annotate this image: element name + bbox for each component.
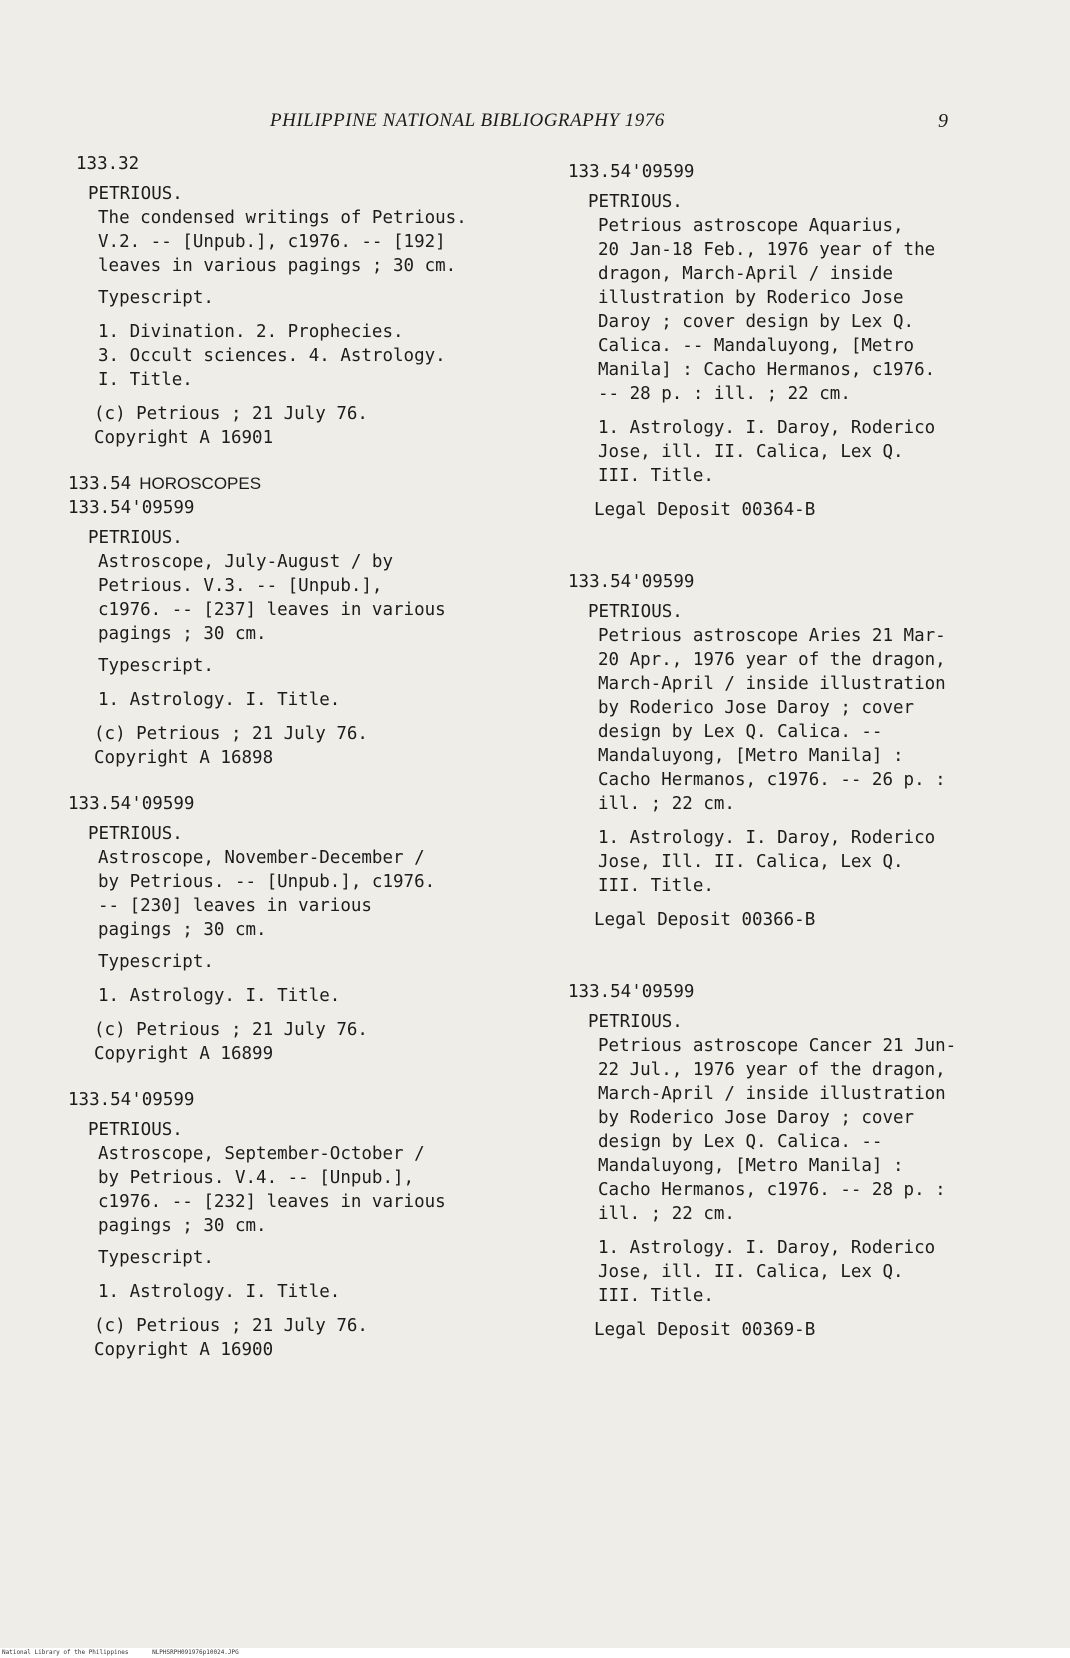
entry-tracing: 1. Divination. 2. Prophecies. 3. Occult sciences. 4. Astrology. I. Title. [98, 322, 446, 390]
class-number: 133.54'09599 [568, 572, 695, 592]
main-entry: PETRIOUS. [588, 1012, 683, 1032]
entry-description: The condensed writings of Petrious. V.2. -- [Unpub.], c1976. -- [192] leaves in various pagings ; 30 cm. [98, 208, 467, 276]
entry-note: Typescript. [98, 952, 214, 972]
legal-deposit: Legal Deposit 00366-B [594, 910, 816, 930]
class-number: 133.54'09599 [568, 162, 695, 182]
footer-filename: NLPHSRPH091976p10024.JPG [152, 1649, 239, 1656]
entry-description: Petrious astroscope Aries 21 Mar- 20 Apr., 1976 year of the dragon, March-April / inside illustration by Roderico Jose Daroy ; cover design by Lex Q. Calica. -- Mandaluyong, [Metro Manila] : Cacho Hermanos, c1976. -- 26 p. : ill. ; 22 cm. [598, 626, 946, 814]
catalog-entry [562, 160, 1002, 522]
copyright-statement: (c) Petrious ; 21 July 76. Copyright A 16900 [94, 1316, 368, 1360]
subject-heading [68, 472, 502, 496]
page-number: 9 [938, 110, 948, 132]
copyright-statement: (c) Petrious ; 21 July 76. Copyright A 16901 [94, 404, 368, 448]
catalog-entry [62, 792, 502, 1066]
entry-description: Astroscope, November-December / by Petrious. -- [Unpub.], c1976. -- [230] leaves in various pagings ; 30 cm. [98, 848, 436, 940]
entry-note: Typescript. [98, 656, 214, 676]
class-number: 133.32 [76, 154, 140, 174]
class-number: 133.54'09599 [68, 1090, 195, 1110]
legal-deposit: Legal Deposit 00369-B [594, 1320, 816, 1340]
main-entry: PETRIOUS. [88, 1120, 183, 1140]
catalog-entry [62, 1088, 502, 1362]
heading-number: 133.54 [68, 474, 132, 494]
legal-deposit: Legal Deposit 00364-B [594, 500, 816, 520]
entry-tracing: 1. Astrology. I. Title. [98, 690, 341, 710]
entry-tracing: 1. Astrology. I. Daroy, Roderico Jose, ill. II. Calica, Lex Q. III. Title. [598, 1238, 936, 1306]
entry-description: Petrious astroscope Cancer 21 Jun- 22 Jul., 1976 year of the dragon, March-April / inside illustration by Roderico Jose Daroy ; cover design by Lex Q. Calica. -- Mandaluyong, [Metro Manila] : Cacho Hermanos, c1976. -- 28 p. : ill. ; 22 cm. [598, 1036, 957, 1224]
main-entry: PETRIOUS. [88, 184, 183, 204]
footer-library: National Library of the Philippines [2, 1649, 129, 1656]
scan-footer [0, 1648, 1070, 1658]
main-entry: PETRIOUS. [88, 528, 183, 548]
running-header: PHILIPPINE NATIONAL BIBLIOGRAPHY 1976 [270, 110, 665, 131]
entry-description: Astroscope, September-October / by Petrious. V.4. -- [Unpub.], c1976. -- [232] leaves in various pagings ; 30 cm. [98, 1144, 446, 1236]
entry-note: Typescript. [98, 288, 214, 308]
catalog-entry [62, 152, 502, 450]
class-number: 133.54'09599 [68, 498, 195, 518]
entry-tracing: 1. Astrology. I. Title. [98, 986, 341, 1006]
catalog-entry [562, 980, 1002, 1342]
entry-note: Typescript. [98, 1248, 214, 1268]
entry-tracing: 1. Astrology. I. Title. [98, 1282, 341, 1302]
entry-description: Astroscope, July-August / by Petrious. V.3. -- [Unpub.], c1976. -- [237] leaves in various pagings ; 30 cm. [98, 552, 446, 644]
entry-tracing: 1. Astrology. I. Daroy, Roderico Jose, ill. II. Calica, Lex Q. III. Title. [598, 418, 936, 486]
heading-subject: HOROSCOPES [139, 474, 262, 493]
catalog-entry [562, 570, 1002, 932]
entry-description: Petrious astroscope Aquarius, 20 Jan-18 Feb., 1976 year of the dragon, March-April / inside illustration by Roderico Jose Daroy ; cover design by Lex Q. Calica. -- Mandaluyong, [Metro Manila] : Cacho Hermanos, c1976. -- 28 p. : ill. ; 22 cm. [598, 216, 936, 404]
right-column [562, 160, 1002, 1390]
main-entry: PETRIOUS. [588, 192, 683, 212]
catalog-entry [62, 472, 502, 770]
copyright-statement: (c) Petrious ; 21 July 76. Copyright A 16899 [94, 1020, 368, 1064]
left-column [62, 152, 502, 1384]
main-entry: PETRIOUS. [88, 824, 183, 844]
main-entry: PETRIOUS. [588, 602, 683, 622]
class-number: 133.54'09599 [568, 982, 695, 1002]
entry-tracing: 1. Astrology. I. Daroy, Roderico Jose, Ill. II. Calica, Lex Q. III. Title. [598, 828, 936, 896]
copyright-statement: (c) Petrious ; 21 July 76. Copyright A 16898 [94, 724, 368, 768]
class-number: 133.54'09599 [68, 794, 195, 814]
